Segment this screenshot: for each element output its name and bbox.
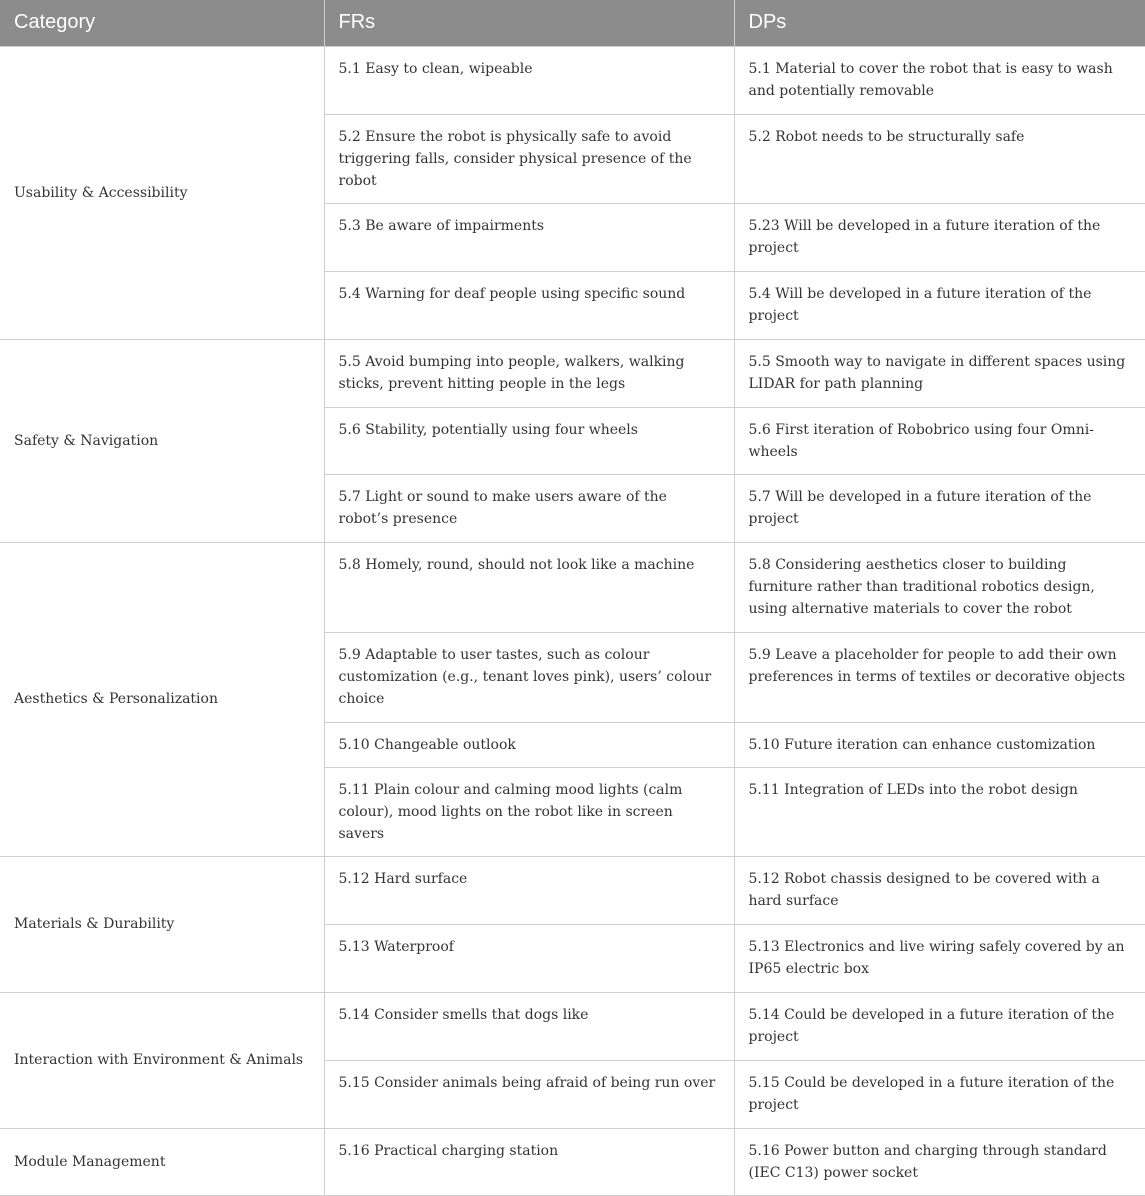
category-cell: Aesthetics & Personalization (0, 542, 324, 856)
fr-cell: 5.8 Homely, round, should not look like a machine (324, 542, 734, 632)
category-cell: Interaction with Environment & Animals (0, 992, 324, 1128)
table-row (0, 46, 1145, 114)
dp-cell: 5.6 First iteration of Robobrico using four Omni-wheels (734, 407, 1145, 474)
table-row (0, 992, 1145, 1060)
fr-cell: 5.10 Changeable outlook (324, 722, 734, 767)
dp-cell: 5.10 Future iteration can enhance customization (734, 722, 1145, 767)
table-header (0, 0, 1145, 46)
table-row (0, 339, 1145, 407)
fr-cell: 5.15 Consider animals being afraid of being run over (324, 1060, 734, 1128)
category-cell: Module Management (0, 1128, 324, 1195)
dp-cell: 5.13 Electronics and live wiring safely covered by an IP65 electric box (734, 924, 1145, 992)
category-cell: Safety & Navigation (0, 339, 324, 542)
dp-cell: 5.15 Could be developed in a future iteration of the project (734, 1060, 1145, 1128)
header-row (0, 0, 1145, 46)
header-dps: DPs (734, 0, 1145, 46)
fr-cell: 5.12 Hard surface (324, 856, 734, 924)
table-row (0, 1128, 1145, 1195)
header-frs: FRs (324, 0, 734, 46)
fr-cell: 5.9 Adaptable to user tastes, such as colour customization (e.g., tenant loves pink), users’ colour choice (324, 632, 734, 722)
fr-cell: 5.13 Waterproof (324, 924, 734, 992)
dp-cell: 5.4 Will be developed in a future iteration of the project (734, 271, 1145, 339)
dp-cell: 5.8 Considering aesthetics closer to building furniture rather than traditional robotics design, using alternative materials to cover the robot (734, 542, 1145, 632)
dp-cell: 5.7 Will be developed in a future iteration of the project (734, 474, 1145, 542)
dp-cell: 5.11 Integration of LEDs into the robot design (734, 767, 1145, 856)
dp-cell: 5.1 Material to cover the robot that is easy to wash and potentially removable (734, 46, 1145, 114)
table-body (0, 46, 1145, 1195)
table-row (0, 856, 1145, 924)
fr-cell: 5.3 Be aware of impairments (324, 203, 734, 271)
fr-cell: 5.1 Easy to clean, wipeable (324, 46, 734, 114)
fr-cell: 5.6 Stability, potentially using four wheels (324, 407, 734, 474)
fr-cell: 5.11 Plain colour and calming mood lights (calm colour), mood lights on the robot like in screen savers (324, 767, 734, 856)
dp-cell: 5.5 Smooth way to navigate in different spaces using LIDAR for path planning (734, 339, 1145, 407)
fr-cell: 5.2 Ensure the robot is physically safe to avoid triggering falls, consider physical presence of the robot (324, 114, 734, 203)
table-row (0, 542, 1145, 632)
fr-cell: 5.16 Practical charging station (324, 1128, 734, 1195)
fr-cell: 5.4 Warning for deaf people using specific sound (324, 271, 734, 339)
fr-cell: 5.14 Consider smells that dogs like (324, 992, 734, 1060)
dp-cell: 5.12 Robot chassis designed to be covered with a hard surface (734, 856, 1145, 924)
dp-cell: 5.14 Could be developed in a future iteration of the project (734, 992, 1145, 1060)
fr-cell: 5.7 Light or sound to make users aware of the robot’s presence (324, 474, 734, 542)
category-cell: Materials & Durability (0, 856, 324, 992)
fr-cell: 5.5 Avoid bumping into people, walkers, walking sticks, prevent hitting people in the legs (324, 339, 734, 407)
header-category: Category (0, 0, 324, 46)
dp-cell: 5.16 Power button and charging through standard (IEC C13) power socket (734, 1128, 1145, 1195)
dp-cell: 5.23 Will be developed in a future iteration of the project (734, 203, 1145, 271)
dp-cell: 5.9 Leave a placeholder for people to add their own preferences in terms of textiles or decorative objects (734, 632, 1145, 722)
category-cell: Usability & Accessibility (0, 46, 324, 339)
dp-cell: 5.2 Robot needs to be structurally safe (734, 114, 1145, 203)
